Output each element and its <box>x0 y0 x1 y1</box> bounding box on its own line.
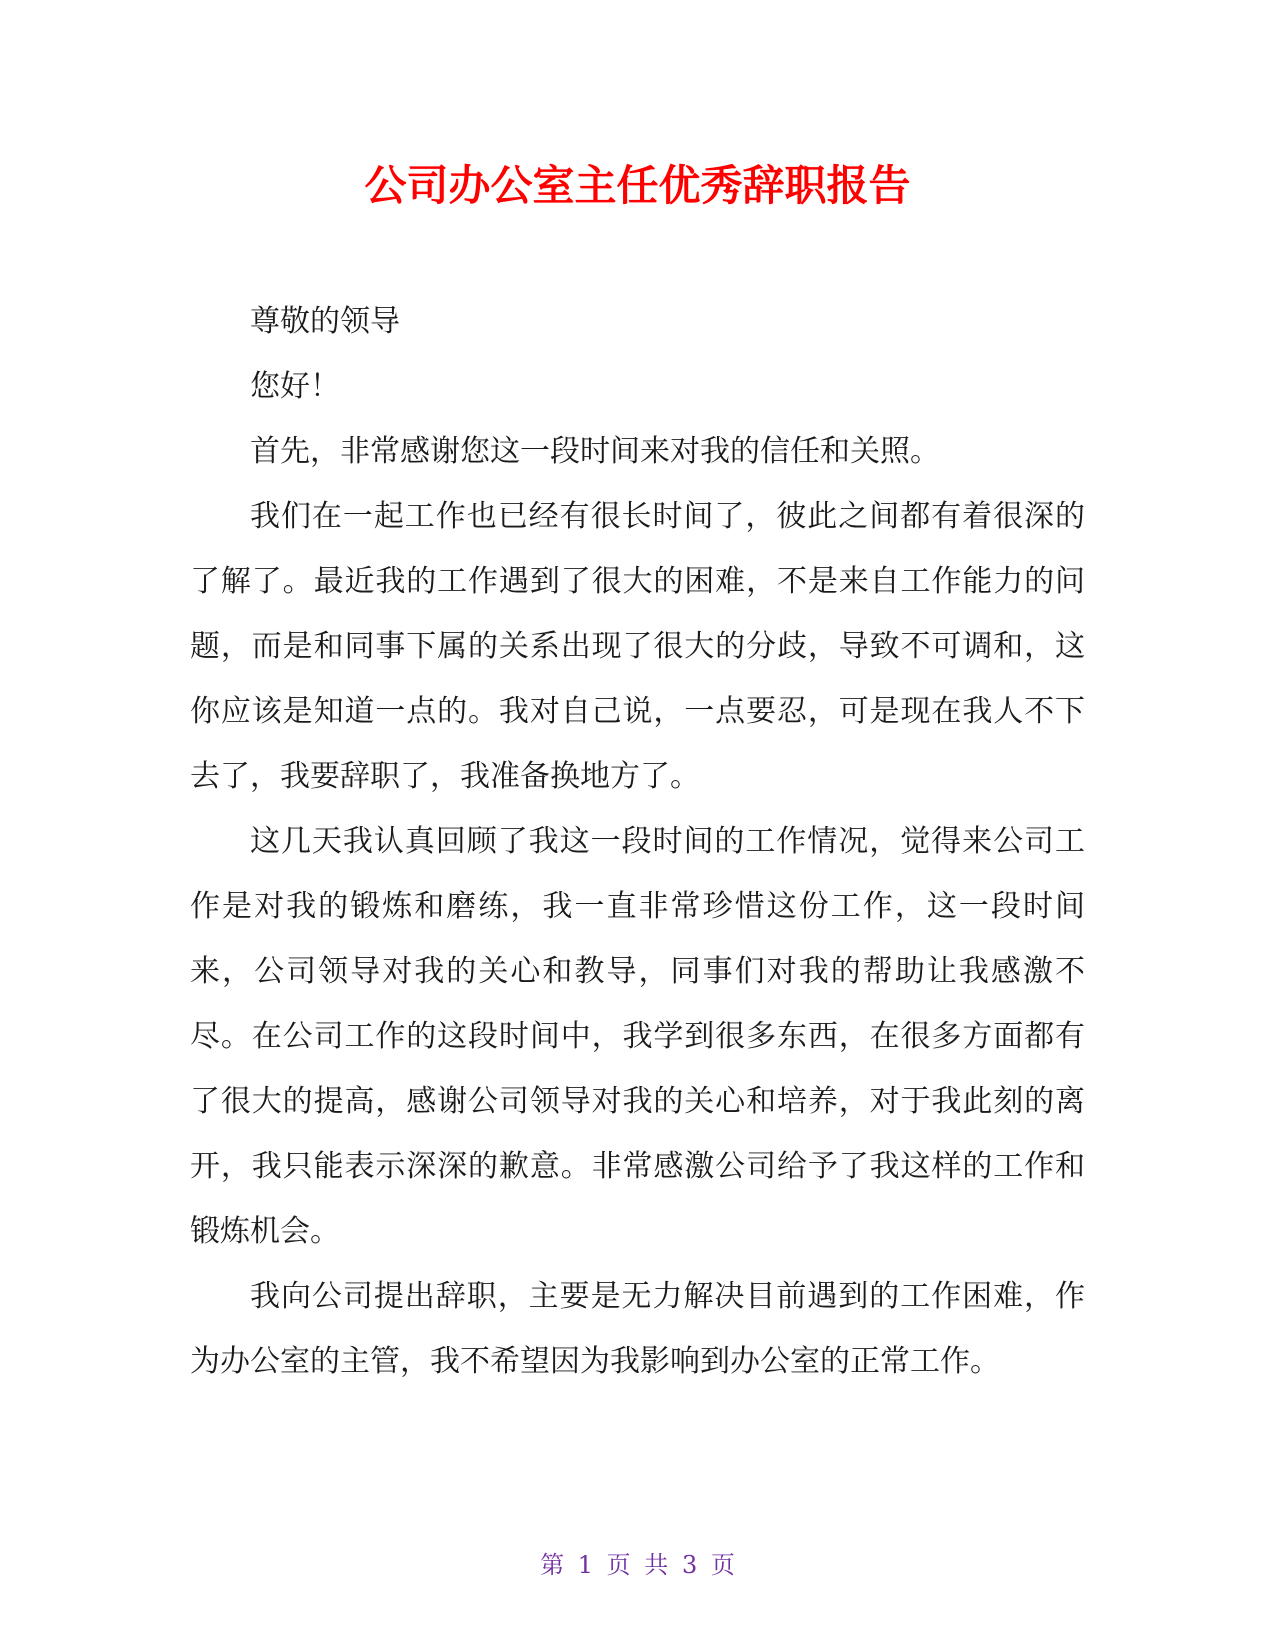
paragraph-thanks: 首先，非常感谢您这一段时间来对我的信任和关照。 <box>250 434 940 469</box>
document-title: 公司办公室主任优秀辞职报告 <box>364 161 911 210</box>
paragraph-reason: 我们在一起工作也已经有很长时间了，彼此之间都有着很深的了解了。最近我的工作遇到了很大的困难，不是来自工作能力的问题，而是和同事下属的关系出现了很大的分歧，导致不可调和，这你应该是知道一点的。我对自己说，一点要忍，可是现在我人不下去了，我要辞职了，我准备换地方了。 <box>190 499 1085 794</box>
paragraph-review: 这几天我认真回顾了我这一段时间的工作情况，觉得来公司工作是对我的锻炼和磨练，我一直非常珍惜这份工作，这一段时间来，公司领导对我的关心和教导，同事们对我的帮助让我感激不尽。在公司工作的这段时间中，我学到很多东西，在很多方面都有了很大的提高，感谢公司领导对我的关心和培养，对于我此刻的离开，我只能表示深深的歉意。非常感激公司给予了我这样的工作和锻炼机会。 <box>190 824 1085 1249</box>
footer-current-page: 1 <box>577 1551 594 1579</box>
document-body <box>190 289 1085 1394</box>
salutation: 尊敬的领导 <box>250 304 400 339</box>
footer-prefix: 第 <box>540 1551 565 1579</box>
footer-total-pages: 3 <box>681 1551 698 1579</box>
greeting: 您好！ <box>250 369 340 404</box>
paragraph-resignation: 我向公司提出辞职，主要是无力解决目前遇到的工作困难，作为办公室的主管，我不希望因为我影响到办公室的正常工作。 <box>190 1279 1085 1379</box>
page-number-footer <box>0 1549 1275 1581</box>
footer-suffix: 页 <box>710 1551 735 1579</box>
footer-middle: 页 共 <box>606 1551 669 1579</box>
